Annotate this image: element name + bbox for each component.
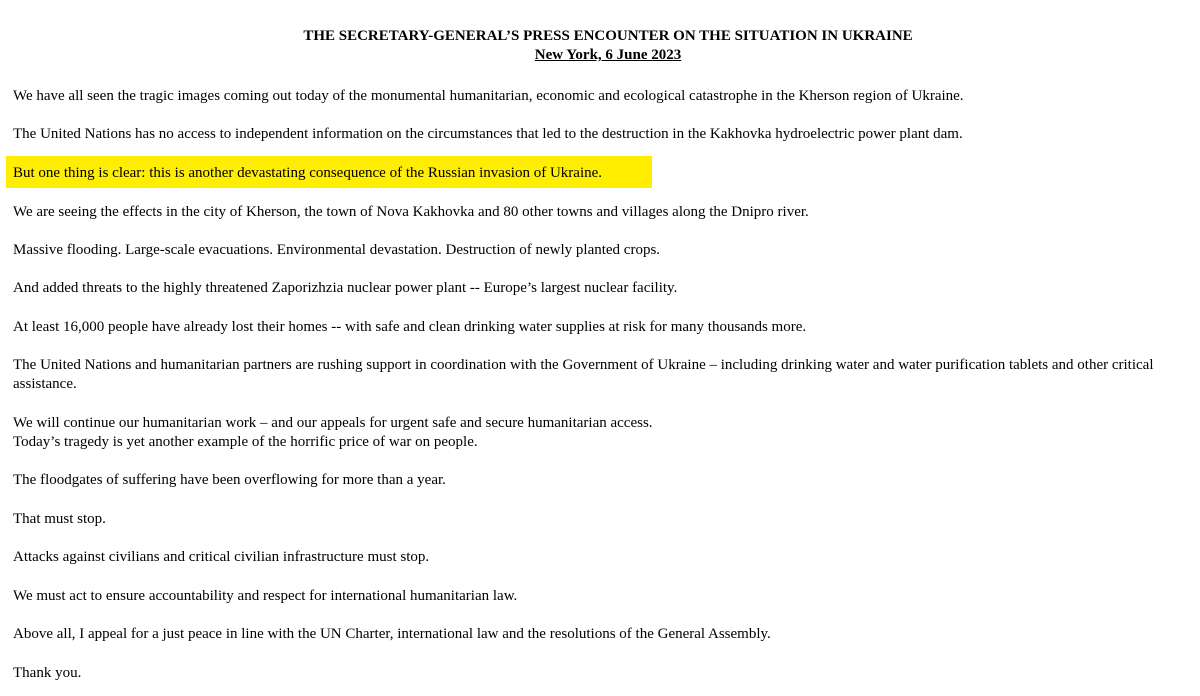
paragraph-3-highlighted: But one thing is clear: this is another devastating consequence of the Russian invasion of Ukraine. — [13, 165, 603, 181]
document-title: THE SECRETARY-GENERAL’S PRESS ENCOUNTER ON THE SITUATION IN UKRAINE — [303, 28, 913, 44]
paragraph-16: Thank you. — [13, 665, 82, 681]
paragraph-1: We have all seen the tragic images coming out today of the monumental humanitarian, economic and ecological catastrophe in the Kherson region of Ukraine. — [13, 88, 964, 104]
paragraph-4: We are seeing the effects in the city of Kherson, the town of Nova Kakhovka and 80 other towns and villages along the Dnipro river. — [13, 204, 809, 220]
paragraph-14: We must act to ensure accountability and respect for international humanitarian law. — [13, 588, 518, 604]
document-dateline: New York, 6 June 2023 — [534, 47, 682, 63]
paragraph-15: Above all, I appeal for a just peace in line with the UN Charter, international law and the resolutions of the General Assembly. — [13, 626, 771, 642]
paragraph-11: The floodgates of suffering have been overflowing for more than a year. — [13, 472, 446, 488]
paragraph-12: That must stop. — [13, 511, 106, 527]
paragraph-7: At least 16,000 people have already lost their homes -- with safe and clean drinking water supplies at risk for many thousands more. — [13, 319, 807, 335]
paragraph-13: Attacks against civilians and critical civilian infrastructure must stop. — [13, 549, 430, 565]
paragraph-8: The United Nations and humanitarian partners are rushing support in coordination with the Government of Ukraine – including drinking water and water purification tablets and other critical assistance. — [13, 357, 1154, 392]
paragraph-9: We will continue our humanitarian work – and our appeals for urgent safe and secure humanitarian access. — [13, 415, 653, 431]
paragraph-5: Massive flooding. Large-scale evacuations. Environmental devastation. Destruction of newly planted crops. — [13, 242, 661, 258]
paragraph-2: The United Nations has no access to independent information on the circumstances that led to the destruction in the Kakhovka hydroelectric power plant dam. — [13, 126, 963, 142]
paragraph-10: Today’s tragedy is yet another example of the horrific price of war on people. — [13, 434, 478, 450]
paragraph-6: And added threats to the highly threatened Zaporizhzia nuclear power plant -- Europe’s largest nuclear facility. — [13, 280, 678, 296]
